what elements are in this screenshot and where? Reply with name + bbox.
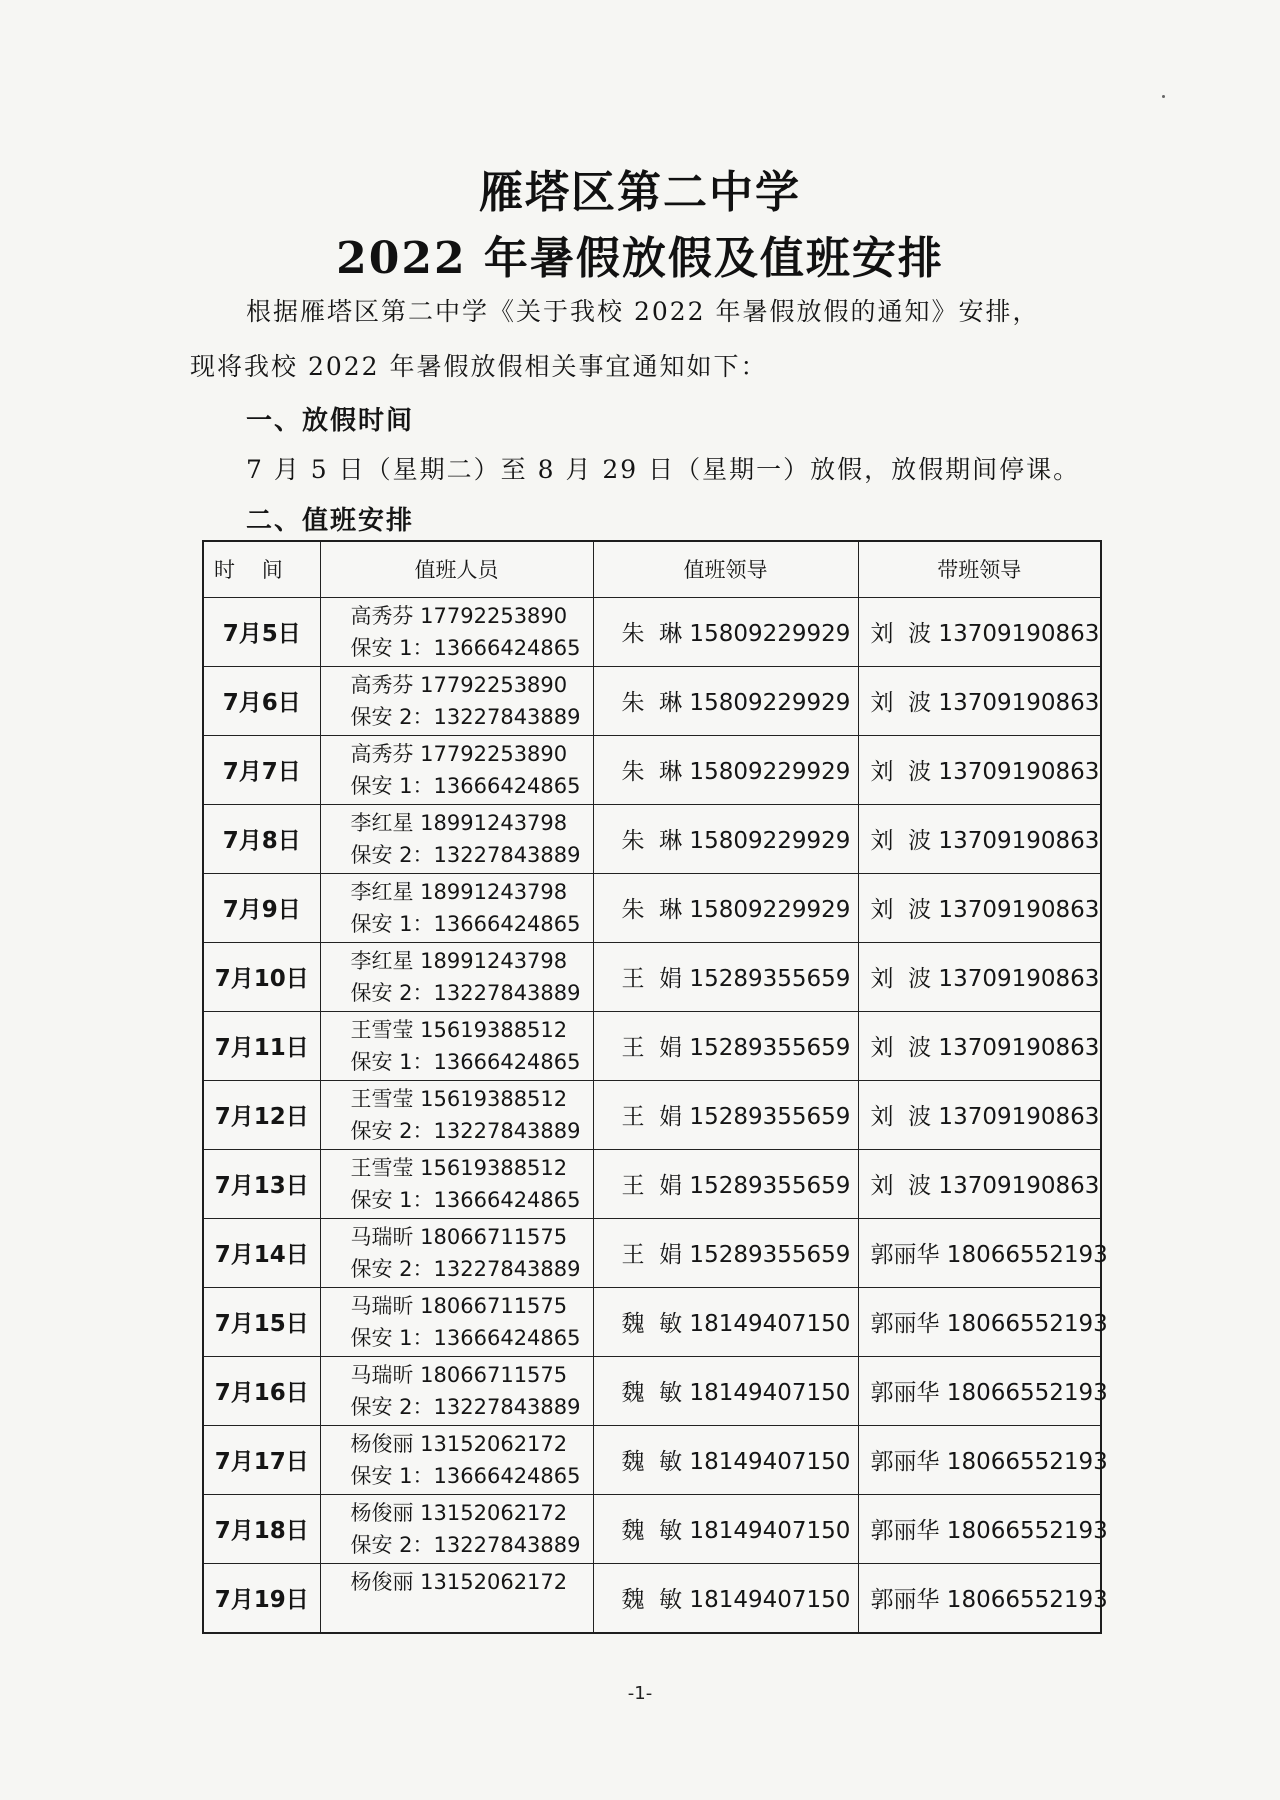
duty-leader-cell: 朱 琳 15809229929 bbox=[593, 666, 858, 735]
security-contact: 保安 2：13227843889 bbox=[350, 1394, 581, 1419]
staff-cell bbox=[320, 1218, 593, 1287]
duty-leader-cell: 魏 敏 18149407150 bbox=[593, 1356, 858, 1425]
security-contact: 保安 2：13227843889 bbox=[350, 842, 581, 867]
table-row bbox=[203, 666, 1101, 735]
staff-contact: 马瑞昕 18066711575 bbox=[350, 1362, 568, 1387]
table-row bbox=[203, 597, 1101, 666]
staff-cell bbox=[320, 804, 593, 873]
table-row bbox=[203, 1425, 1101, 1494]
date-cell: 7月14日 bbox=[203, 1218, 320, 1287]
table-row bbox=[203, 1218, 1101, 1287]
staff-contact: 高秀芬 17792253890 bbox=[350, 741, 568, 766]
table-row bbox=[203, 1494, 1101, 1563]
duty-leader-cell: 魏 敏 18149407150 bbox=[593, 1425, 858, 1494]
date-cell: 7月17日 bbox=[203, 1425, 320, 1494]
lead-leader-cell: 郭丽华 18066552193 bbox=[858, 1563, 1101, 1633]
security-contact: 保安 1：13666424865 bbox=[350, 773, 581, 798]
lead-leader-cell: 郭丽华 18066552193 bbox=[858, 1494, 1101, 1563]
date-cell: 7月15日 bbox=[203, 1287, 320, 1356]
document-title-line-1: 雁塔区第二中学 bbox=[479, 167, 801, 218]
lead-leader-cell: 刘 波 13709190863 bbox=[858, 1149, 1101, 1218]
table-header-row bbox=[203, 541, 1101, 597]
staff-contact: 王雪莹 15619388512 bbox=[350, 1155, 568, 1180]
staff-cell bbox=[320, 1563, 593, 1633]
date-cell: 7月16日 bbox=[203, 1356, 320, 1425]
date-cell: 7月5日 bbox=[203, 597, 320, 666]
staff-contact: 杨俊丽 13152062172 bbox=[350, 1431, 568, 1456]
lead-leader-cell: 刘 波 13709190863 bbox=[858, 804, 1101, 873]
table-row bbox=[203, 1356, 1101, 1425]
duty-leader-cell: 王 娟 15289355659 bbox=[593, 1080, 858, 1149]
duty-leader-cell: 王 娟 15289355659 bbox=[593, 1011, 858, 1080]
staff-cell bbox=[320, 1149, 593, 1218]
staff-contact: 李红星 18991243798 bbox=[350, 810, 568, 835]
table-row bbox=[203, 942, 1101, 1011]
table-row bbox=[203, 1011, 1101, 1080]
staff-contact: 王雪莹 15619388512 bbox=[350, 1086, 568, 1111]
table-row bbox=[203, 804, 1101, 873]
duty-leader-cell: 朱 琳 15809229929 bbox=[593, 873, 858, 942]
header-duty-leader: 值班领导 bbox=[593, 541, 858, 597]
date-cell: 7月13日 bbox=[203, 1149, 320, 1218]
table-row bbox=[203, 1080, 1101, 1149]
staff-cell bbox=[320, 1287, 593, 1356]
lead-leader-cell: 郭丽华 18066552193 bbox=[858, 1425, 1101, 1494]
intro-paragraph-line-1: 根据雁塔区第二中学《关于我校 2022 年暑假放假的通知》安排， bbox=[246, 297, 1040, 326]
header-time: 时 间 bbox=[203, 541, 320, 597]
date-cell: 7月7日 bbox=[203, 735, 320, 804]
staff-contact: 李红星 18991243798 bbox=[350, 879, 568, 904]
lead-leader-cell: 刘 波 13709190863 bbox=[858, 597, 1101, 666]
lead-leader-cell: 郭丽华 18066552193 bbox=[858, 1356, 1101, 1425]
date-cell: 7月9日 bbox=[203, 873, 320, 942]
staff-contact: 杨俊丽 13152062172 bbox=[350, 1500, 568, 1525]
security-contact: 保安 1：13666424865 bbox=[350, 1049, 581, 1074]
security-contact: 保安 2：13227843889 bbox=[350, 1256, 581, 1281]
duty-leader-cell: 王 娟 15289355659 bbox=[593, 1218, 858, 1287]
duty-leader-cell: 魏 敏 18149407150 bbox=[593, 1494, 858, 1563]
lead-leader-cell: 郭丽华 18066552193 bbox=[858, 1287, 1101, 1356]
staff-cell bbox=[320, 1425, 593, 1494]
duty-leader-cell: 朱 琳 15809229929 bbox=[593, 735, 858, 804]
date-cell: 7月19日 bbox=[203, 1563, 320, 1633]
staff-cell bbox=[320, 735, 593, 804]
security-contact: 保安 2：13227843889 bbox=[350, 1532, 581, 1557]
staff-cell bbox=[320, 1080, 593, 1149]
date-cell: 7月11日 bbox=[203, 1011, 320, 1080]
section-heading-duty-arrangement: 二、值班安排 bbox=[246, 506, 415, 536]
security-contact: 保安 2：13227843889 bbox=[350, 980, 581, 1005]
lead-leader-cell: 刘 波 13709190863 bbox=[858, 942, 1101, 1011]
table-row bbox=[203, 873, 1101, 942]
staff-contact: 杨俊丽 13152062172 bbox=[350, 1569, 568, 1594]
intro-paragraph-line-2: 现将我校 2022 年暑假放假相关事宜通知如下： bbox=[190, 352, 768, 381]
security-contact: 保安 1：13666424865 bbox=[350, 1463, 581, 1488]
duty-leader-cell: 王 娟 15289355659 bbox=[593, 1149, 858, 1218]
section-heading-holiday-time: 一、放假时间 bbox=[246, 406, 415, 436]
staff-cell bbox=[320, 873, 593, 942]
security-contact: 保安 1：13666424865 bbox=[350, 911, 581, 936]
lead-leader-cell: 刘 波 13709190863 bbox=[858, 1011, 1101, 1080]
staff-contact: 高秀芬 17792253890 bbox=[350, 672, 568, 697]
staff-cell bbox=[320, 1494, 593, 1563]
scan-speck bbox=[1162, 95, 1165, 98]
table-row bbox=[203, 1287, 1101, 1356]
security-contact bbox=[351, 1598, 593, 1630]
date-cell: 7月6日 bbox=[203, 666, 320, 735]
staff-contact: 马瑞昕 18066711575 bbox=[350, 1224, 568, 1249]
security-contact: 保安 1：13666424865 bbox=[350, 1325, 581, 1350]
table-row bbox=[203, 1563, 1101, 1633]
security-contact: 保安 1：13666424865 bbox=[350, 635, 581, 660]
date-cell: 7月12日 bbox=[203, 1080, 320, 1149]
date-cell: 7月8日 bbox=[203, 804, 320, 873]
header-lead-leader: 带班领导 bbox=[858, 541, 1101, 597]
table-row bbox=[203, 1149, 1101, 1218]
staff-cell bbox=[320, 597, 593, 666]
duty-leader-cell: 王 娟 15289355659 bbox=[593, 942, 858, 1011]
duty-schedule-table bbox=[202, 540, 1108, 1634]
page-number: -1- bbox=[627, 1683, 653, 1704]
duty-leader-cell: 朱 琳 15809229929 bbox=[593, 804, 858, 873]
lead-leader-cell: 刘 波 13709190863 bbox=[858, 873, 1101, 942]
staff-contact: 王雪莹 15619388512 bbox=[350, 1017, 568, 1042]
security-contact: 保安 1：13666424865 bbox=[350, 1187, 581, 1212]
table-row bbox=[203, 735, 1101, 804]
document-title-line-2: 2022 年暑假放假及值班安排 bbox=[336, 233, 944, 284]
lead-leader-cell: 郭丽华 18066552193 bbox=[858, 1218, 1101, 1287]
duty-leader-cell: 朱 琳 15809229929 bbox=[593, 597, 858, 666]
date-cell: 7月18日 bbox=[203, 1494, 320, 1563]
header-duty-staff: 值班人员 bbox=[320, 541, 593, 597]
security-contact: 保安 2：13227843889 bbox=[350, 1118, 581, 1143]
duty-leader-cell: 魏 敏 18149407150 bbox=[593, 1287, 858, 1356]
lead-leader-cell: 刘 波 13709190863 bbox=[858, 666, 1101, 735]
staff-contact: 李红星 18991243798 bbox=[350, 948, 568, 973]
date-cell: 7月10日 bbox=[203, 942, 320, 1011]
staff-contact: 高秀芬 17792253890 bbox=[350, 603, 568, 628]
lead-leader-cell: 刘 波 13709190863 bbox=[858, 1080, 1101, 1149]
holiday-time-text: 7 月 5 日（星期二）至 8 月 29 日（星期一）放假，放假期间停课。 bbox=[246, 455, 1081, 484]
staff-cell bbox=[320, 1011, 593, 1080]
staff-contact: 马瑞昕 18066711575 bbox=[350, 1293, 568, 1318]
lead-leader-cell: 刘 波 13709190863 bbox=[858, 735, 1101, 804]
staff-cell bbox=[320, 666, 593, 735]
duty-leader-cell: 魏 敏 18149407150 bbox=[593, 1563, 858, 1633]
staff-cell bbox=[320, 1356, 593, 1425]
staff-cell bbox=[320, 942, 593, 1011]
security-contact: 保安 2：13227843889 bbox=[350, 704, 581, 729]
